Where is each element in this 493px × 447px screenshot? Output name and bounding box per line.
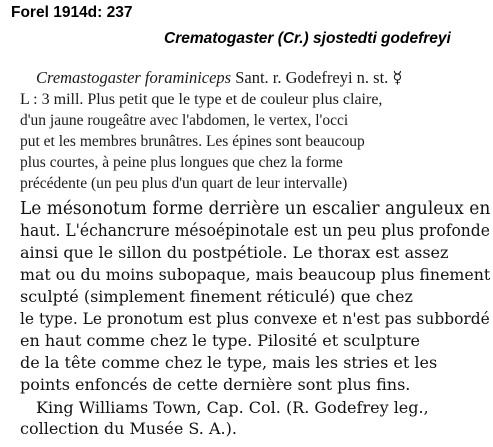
text-line: L : 3 mill. Plus petit que le type et de couleur plus claire, <box>20 91 383 108</box>
locality-line: King Williams Town, Cap. Col. (R. Godefrey leg., <box>36 398 429 417</box>
text-line: put et les membres brunâtres. Les épines sont beaucoup <box>20 133 365 150</box>
species-name: Cremastogaster foraminiceps <box>36 68 232 87</box>
text-line: haut. L'échancrure mésoépinotale est un peu plus profonde <box>20 221 490 241</box>
collection-line: collection du Musée S. A.). <box>20 419 237 438</box>
text-line: Le mésonotum forme derrière un escalier anguleux en <box>20 199 491 219</box>
taxon-title: Crematogaster (Cr.) sjostedti godefreyi <box>164 30 451 47</box>
text-line: mat ou du moins subopaque, mais beaucoup plus finement <box>20 265 491 284</box>
text-line: le type. Le pronotum est plus convexe et n'est pas subbordé <box>20 309 490 328</box>
text-line: en haut comme chez le type. Pilosité et sculpture <box>20 331 420 350</box>
text-line: ainsi que le sillon du postpétiole. Le thorax est assez <box>20 243 449 262</box>
text-line: précédente (un peu plus d'un quart de leur intervalle) <box>20 175 348 192</box>
text-line <box>36 68 403 88</box>
text-line: sculpté (simplement finement réticulé) que chez <box>20 287 413 306</box>
text-line: de la tête comme chez le type, mais les stries et les <box>20 353 438 372</box>
text-line: points enfoncés de cette dernière sont plus fins. <box>20 375 411 394</box>
text-line: d'un jaune rougeâtre avec l'abdomen, le vertex, l'occi <box>20 112 349 129</box>
text-line: plus courtes, à peine plus longues que chez la forme <box>20 154 343 171</box>
species-description-start: Sant. r. Godefreyi n. st. ☿ <box>231 68 403 87</box>
citation-reference: Forel 1914d: 237 <box>11 4 133 21</box>
